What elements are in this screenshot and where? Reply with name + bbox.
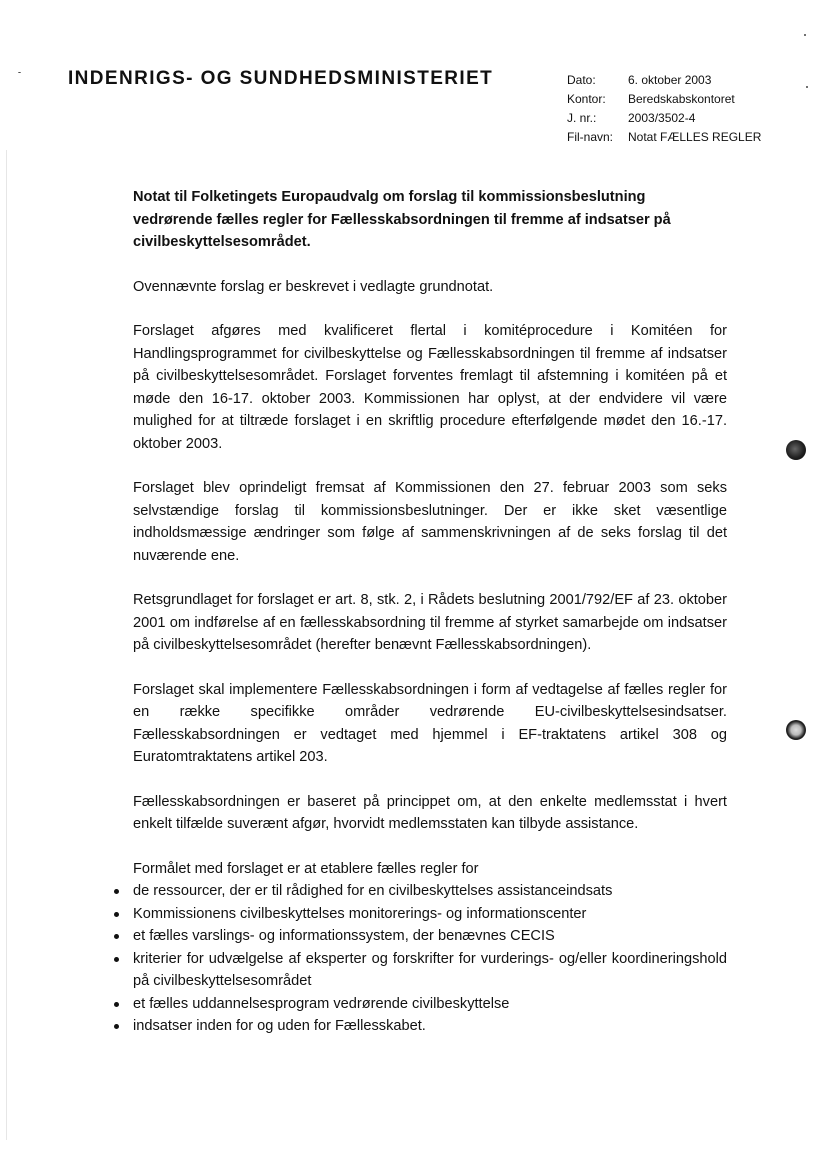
bullet-icon bbox=[114, 934, 119, 939]
meta-label: Fil-navn: bbox=[567, 130, 614, 144]
meta-value: Notat FÆLLES REGLER bbox=[628, 130, 762, 144]
bullet-icon bbox=[114, 889, 119, 894]
list-item-text: kriterier for udvælgelse af eksperter og forskrifter for vurderings- og/eller koordineringshold på civilbeskyttelsesområdet bbox=[133, 950, 727, 989]
list-item bbox=[133, 948, 727, 993]
paragraph: Retsgrundlaget for forslaget er art. 8, stk. 2, i Rådets beslutning 2001/792/EF af 23. oktober 2001 om indførelse af en fællesskabsordning til fremme af styrket samarbejde om indsatser på civilbeskyttelsesområdet (herefter benævnt Fællesskabsordningen). bbox=[133, 592, 727, 653]
paragraph: Ovennævnte forslag er beskrevet i vedlagte grundnotat. bbox=[133, 278, 494, 295]
punch-hole-icon bbox=[786, 720, 806, 740]
list-item-text: indsatser inden for og uden for Fællesskabet. bbox=[133, 1018, 426, 1034]
scan-speck bbox=[804, 34, 806, 36]
scan-margin-line bbox=[6, 150, 7, 1140]
meta-value: 2003/3502-4 bbox=[628, 111, 696, 125]
list-item bbox=[133, 993, 727, 1016]
paragraph: Forslaget skal implementere Fællesskabsordningen i form af vedtagelse af fælles regler for en række specifikke områder vedrørende EU-civilbeskyttelsesindsatser. Fællesskabsordningen er vedtaget med hjemmel i EF-traktatens artikel 308 og Euratomtraktatens artikel 203. bbox=[133, 681, 727, 765]
document-meta bbox=[567, 71, 761, 147]
paragraph: Forslaget blev oprindeligt fremsat af Kommissionen den 27. februar 2003 som seks selvstændige forslag til kommissionsbeslutninger. Der er ikke sket væsentlige indholdsmæssige ændringer som følge af sammenskrivningen af de seks forslag til det nuværende ene. bbox=[133, 480, 727, 564]
meta-value: Beredskabskontoret bbox=[628, 92, 735, 106]
meta-row-office bbox=[567, 90, 761, 109]
meta-label: J. nr.: bbox=[567, 111, 597, 125]
meta-row-filename bbox=[567, 128, 761, 147]
list-item-text: de ressourcer, der er til rådighed for en civilbeskyttelses assistanceindsats bbox=[133, 883, 613, 899]
list-item bbox=[133, 1015, 727, 1038]
list-intro: Formålet med forslaget er at etablere fælles regler for bbox=[133, 860, 479, 877]
document-title: Notat til Folketingets Europaudvalg om forslag til kommissionsbeslutning vedrørende fælles regler for Fællesskabsordningen til fremme af indsatser på civilbeskyttelsesområdet. bbox=[133, 189, 671, 250]
paragraph: Forslaget afgøres med kvalificeret flertal i komitéprocedure i Komitéen for Handlingsprogrammet for civilbeskyttelse og Fællesskabsordningen til fremme af indsatser på civilbeskyttelsesområdet. Forslaget forventes fremlagt til afstemning i komitéen på et møde den 16-17. oktober 2003. Kommissionen har oplyst, at der endvidere vil være mulighed for at tiltræde forslaget i en skriftlig procedure efterfølgende mødet den 16.-17. oktober 2003. bbox=[133, 323, 727, 452]
bullet-icon bbox=[114, 1002, 119, 1007]
meta-row-journal bbox=[567, 109, 761, 128]
punch-hole-icon bbox=[786, 440, 806, 460]
list-item bbox=[133, 925, 727, 948]
list-item-text: Kommissionens civilbeskyttelses monitorerings- og informationscenter bbox=[133, 905, 587, 922]
purpose-list bbox=[133, 880, 727, 1038]
meta-row-date bbox=[567, 71, 761, 90]
list-item-text: et fælles uddannelsesprogram vedrørende civilbeskyttelse bbox=[133, 995, 510, 1012]
bullet-icon bbox=[114, 1024, 119, 1029]
meta-label: Dato: bbox=[567, 73, 596, 87]
list-item bbox=[133, 880, 727, 903]
list-item bbox=[133, 903, 727, 926]
document-body bbox=[133, 186, 727, 1038]
list-item-text: et fælles varslings- og informationssystem, der benævnes CECIS bbox=[133, 928, 555, 944]
meta-value: 6. oktober 2003 bbox=[628, 73, 712, 87]
paragraph: Fællesskabsordningen er baseret på princippet om, at den enkelte medlemsstat i hvert enkelt tilfælde suverænt afgør, hvorvidt medlemsstaten kan tilbyde assistance. bbox=[133, 793, 727, 832]
scan-speck bbox=[806, 86, 808, 88]
ministry-heading: INDENRIGS- OG SUNDHEDSMINISTERIET bbox=[68, 68, 494, 89]
bullet-icon bbox=[114, 957, 119, 962]
scan-speck bbox=[18, 72, 21, 73]
bullet-icon bbox=[114, 912, 119, 917]
meta-label: Kontor: bbox=[567, 92, 606, 106]
